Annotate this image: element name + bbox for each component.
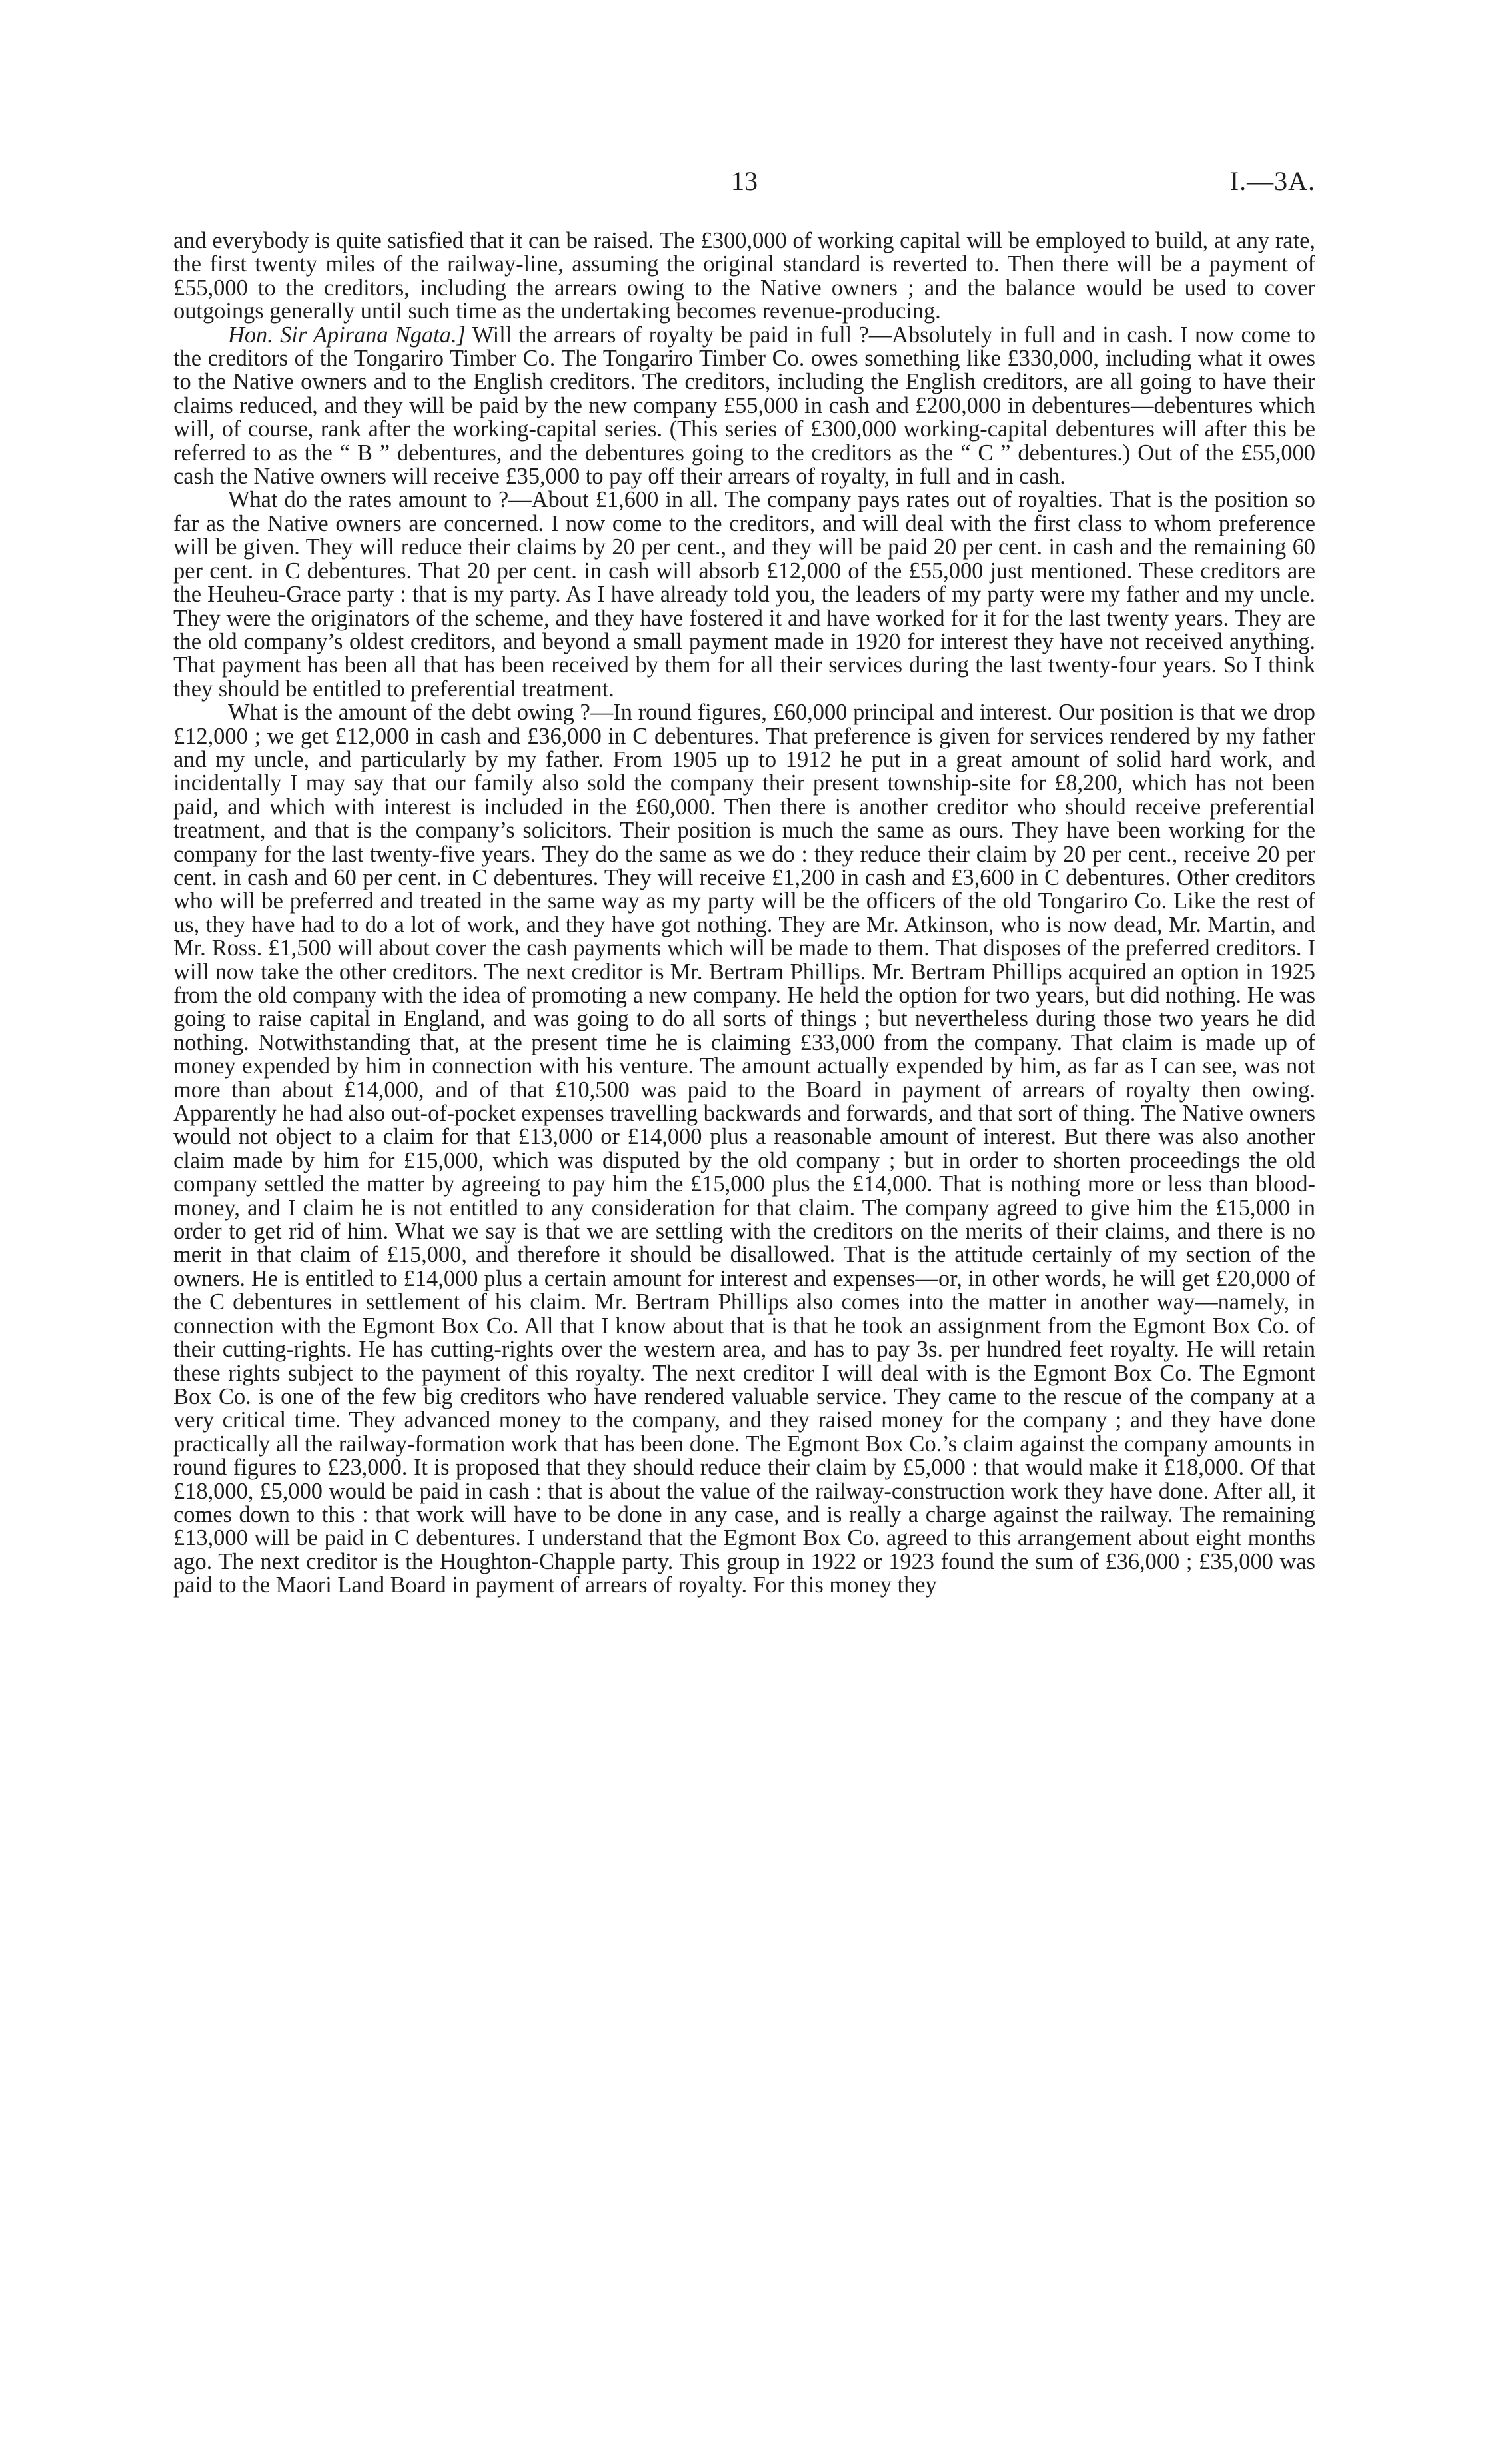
page-header: [173, 165, 1315, 205]
paragraph-text: What is the amount of the debt owing ?—In round figures, £60,000 principal and interest. Our position is that we drop £12,000 ; we get £12,000 in cash and £36,000 in C debentures. That preference is given for services rendered by my father and my uncle, and particularly by my father. From 1905 up to 1912 he put in a great amount of solid hard work, and incidentally I may say that our family also sold the company their present township-site for £8,200, which has not been paid, and which with interest is included in the £60,000. Then there is another creditor who should receive preferential treatment, and that is the company’s solicitors. Their position is much the same as ours. They have been working for the company for the last twenty-five years. They do the same as we do : they reduce their claim by 20 per cent., receive 20 per cent. in cash and 60 per cent. in C debentures. They will receive £1,200 in cash and £3,600 in C debentures. Other creditors who will be preferred and treated in the same way as my party will be the officers of the old Tongariro Co. Like the rest of us, they have had to do a lot of work, and they have got nothing. They are Mr. Atkinson, who is now dead, Mr. Martin, and Mr. Ross. £1,500 will about cover the cash payments which will be made to them. That disposes of the preferred creditors. I will now take the other creditors. The next creditor is Mr. Bertram Phillips. Mr. Bertram Phillips acquired an option in 1925 from the old company with the idea of promoting a new company. He held the option for two years, but did nothing. He was going to raise capital in England, and was going to do all sorts of things ; but nevertheless during those two years he did nothing. Notwithstanding that, at the present time he is claiming £33,000 from the company. That claim is made up of money expended by him in connection with his venture. The amount actually expended by him, as far as I can see, was not more than about £14,000, and of that £10,500 was paid to the Board in payment of arrears of royalty then owing. Apparently he had also out-of-pocket expenses travelling backwards and forwards, and that sort of thing. The Native owners would not object to a claim for that £13,000 or £14,000 plus a reasonable amount of interest. But there was also another claim made by him for £15,000, which was disputed by the old company ; but in order to shorten proceedings the old company settled the matter by agreeing to pay him the £15,000 plus the £14,000. That is nothing more or less than blood-money, and I claim he is not entitled to any consideration for that claim. The company agreed to give him the £15,000 in order to get rid of him. What we say is that we are settling with the creditors on the merits of their claims, and there is no merit in that claim of £15,000, and therefore it should be disallowed. That is the attitude certainly of my section of the owners. He is entitled to £14,000 plus a certain amount for interest and expenses—or, in other words, he will get £20,000 of the C debentures in settlement of his claim. Mr. Bertram Phillips also comes into the matter in another way—namely, in connection with the Egmont Box Co. All that I know about that is that he took an assignment from the Egmont Box Co. of their cutting-rights. He has cutting-rights over the western area, and has to pay 3s. per hundred feet royalty. He will retain these rights subject to the payment of this royalty. The next creditor I will deal with is the Egmont Box Co. The Egmont Box Co. is one of the few big creditors who have rendered valuable service. They came to the rescue of the company at a very critical time. They advanced money to the company, and they raised money for the company ; and they have done practically all the railway-formation work that has been done. The Egmont Box Co.’s claim against the company amounts in round figures to £23,000. It is proposed that they should reduce their claim by £5,000 : that would make it £18,000. Of that £18,000, £5,000 would be paid in cash : that is about the value of the railway-construction work they have done. After all, it comes down to this : that work will have to be done in any case, and is really a charge against the railway. The remaining £13,000 will be paid in C debentures. I understand that the Egmont Box Co. agreed to this arrangement about eight months ago. The next creditor is the Houghton-Chapple party. This group in 1922 or 1923 found the sum of £36,000 ; £35,000 was paid to the Maori Land Board in payment of arrears of royalty. For this money they: [173, 700, 1315, 1598]
paragraph-text: What do the rates amount to ?—About £1,600 in all. The company pays rates out of royalties. That is the position so far as the Native owners are concerned. I now come to the creditors, and will deal with the first class to whom preference will be given. They will reduce their claims by 20 per cent., and they will be paid 20 per cent. in cash and the remaining 60 per cent. in C debentures. That 20 per cent. in cash will absorb £12,000 of the £55,000 just mentioned. These creditors are the Heuheu-Grace party : that is my party. As I have already told you, the leaders of my party were my father and my uncle. They were the originators of the scheme, and they have fostered it and have worked for it for the last twenty years. They are the old company’s oldest creditors, and beyond a small payment made in 1920 for interest they have not received anything. That payment has been all that has been received by them for all their services during the last twenty-four years. So I think they should be entitled to preferential treatment.: [173, 487, 1315, 702]
paragraph-4: [173, 701, 1315, 1597]
paragraph-3: [173, 488, 1315, 701]
document-reference: I.—3A.: [1229, 166, 1315, 196]
paragraph-2: [173, 324, 1315, 489]
paragraph-text: Will the arrears of royalty be paid in full ?—Absolutely in full and in cash. I now come to the creditors of the Tongariro Timber Co. The Tongariro Timber Co. owes something like £330,000, including what it owes to the Native owners and to the English creditors. The creditors, including the English creditors, are all going to have their claims reduced, and they will be paid by the new company £55,000 in cash and £200,000 in debentures—debentures which will, of course, rank after the working-capital series. (This series of £300,000 working-capital debentures will after this be referred to as the “ B ” debentures, and the debentures going to the creditors as the “ C ” debentures.) Out of the £55,000 cash the Native owners will receive £35,000 to pay off their arrears of royalty, in full and in cash.: [173, 322, 1315, 490]
paragraph-text: and everybody is quite satisfied that it can be raised. The £300,000 of working capital will be employed to build, at any rate, the first twenty miles of the railway-line, assuming the original standard is reverted to. Then there will be a payment of £55,000 to the creditors, including the arrears owing to the Native owners ; and the balance would be used to cover outgoings generally until such time as the undertaking becomes revenue-producing.: [173, 228, 1315, 324]
page-number: 13: [731, 166, 758, 196]
body-text: [173, 229, 1315, 1598]
paragraph-1: [173, 229, 1315, 324]
speaker-name: Hon. Sir Apirana Ngata.]: [228, 322, 466, 348]
